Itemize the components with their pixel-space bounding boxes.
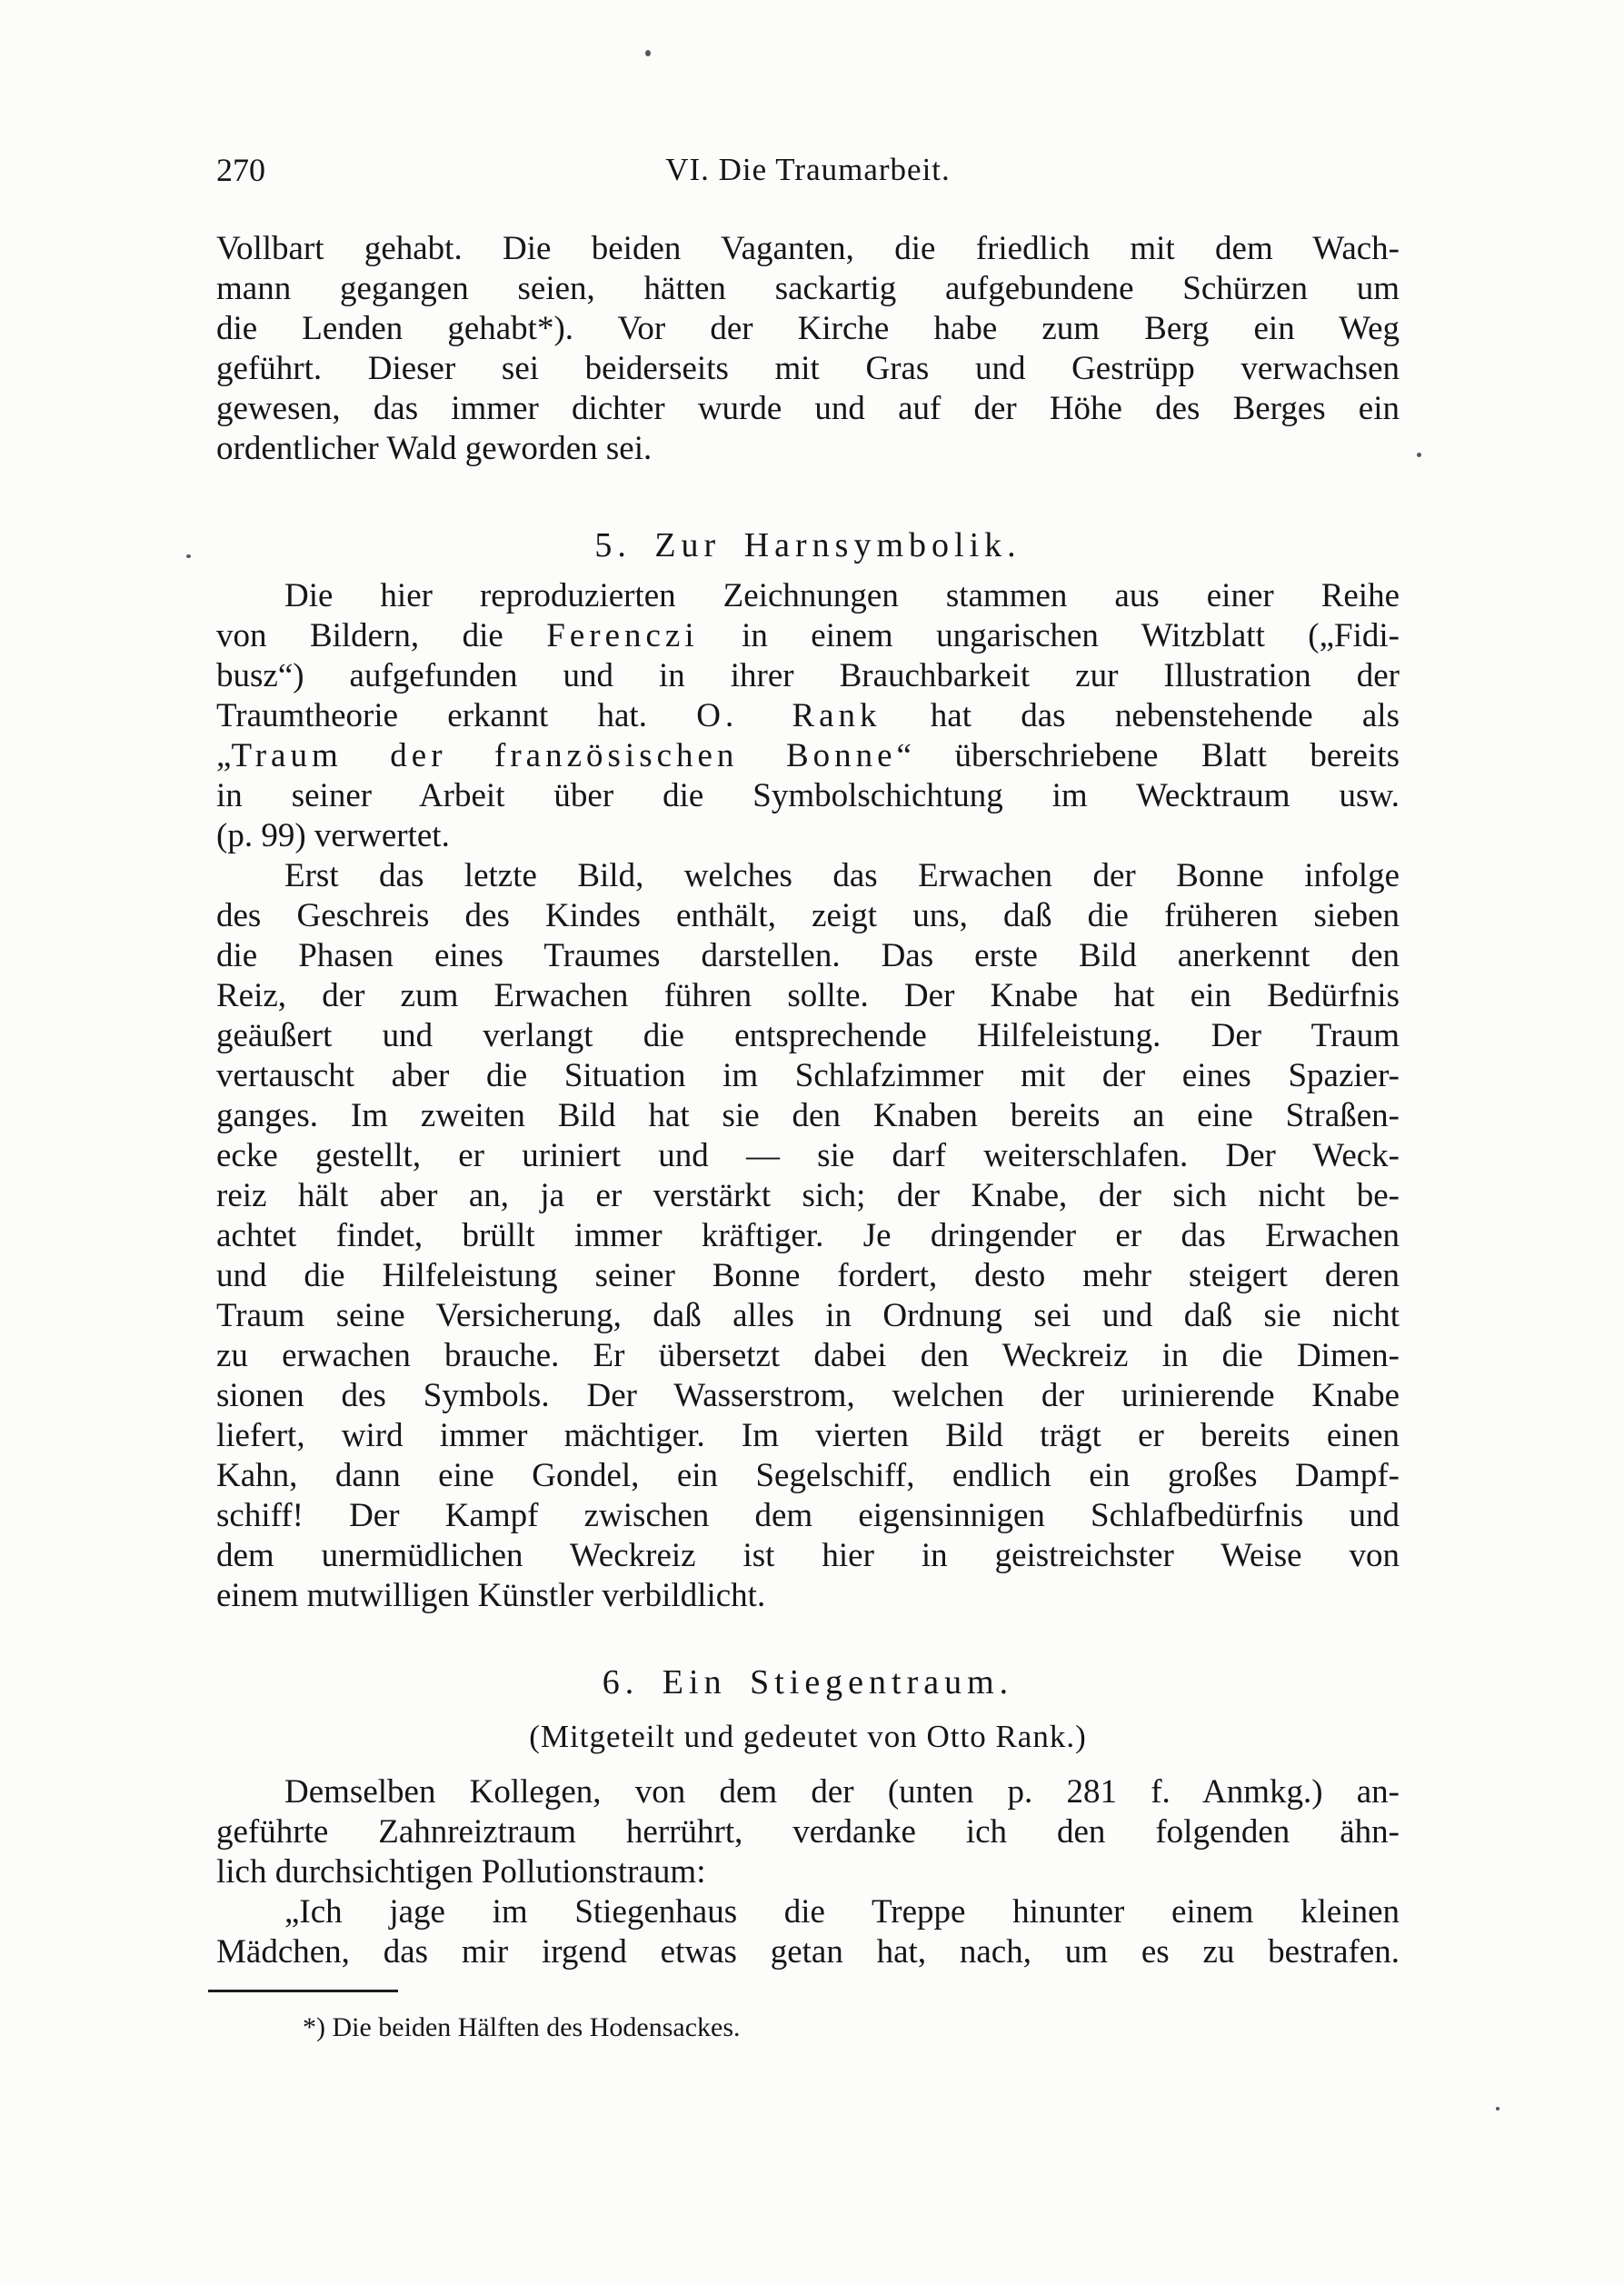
- text-segment: vertauscht aber die Situation im Schlafzimmer mit der eines Spazier-: [216, 1057, 1400, 1094]
- text-segment: geführte Zahnreiztraum herrührt, verdanke ich den folgenden ähn-: [216, 1813, 1400, 1851]
- scan-speck: [186, 554, 191, 558]
- paragraph-vollbart: [216, 229, 1400, 469]
- text-line: [216, 616, 1400, 656]
- text-line: [216, 1256, 1400, 1296]
- text-line: [216, 656, 1400, 696]
- text-line: [216, 1136, 1400, 1176]
- text-line: [216, 229, 1400, 269]
- text-segment: (p. 99) verwertet.: [216, 817, 450, 854]
- text-line: [216, 269, 1400, 309]
- text-segment: Traum seine Versicherung, daß alles in Ordnung sei und daß sie nicht: [216, 1297, 1400, 1334]
- footnote-rule: [208, 1990, 398, 1992]
- letterspaced-text: Ferenczi: [546, 617, 699, 654]
- text-line: [216, 1536, 1400, 1576]
- text-segment: Die hier reproduzierten Zeichnungen stammen aus einer Reihe: [284, 577, 1400, 614]
- text-line: [216, 1852, 1400, 1892]
- text-segment: mann gegangen seien, hätten sackartig aufgebundene Schürzen um: [216, 270, 1400, 307]
- text-line: [216, 309, 1400, 349]
- text-line: [216, 1336, 1400, 1376]
- paragraph-erst-das-letzte-bild: [216, 856, 1400, 1616]
- text-segment: busz“) aufgefunden und in ihrer Brauchbarkeit zur Illustration der: [216, 657, 1400, 694]
- text-line: [216, 856, 1400, 896]
- text-segment: die Phasen eines Traumes darstellen. Das erste Bild anerkennt den: [216, 937, 1400, 974]
- text-segment: reiz hält aber an, ja er verstärkt sich; der Knabe, der sich nicht be-: [216, 1177, 1400, 1214]
- text-line: [216, 976, 1400, 1016]
- text-segment: „: [216, 737, 232, 774]
- text-segment: ordentlicher Wald geworden sei.: [216, 430, 653, 467]
- text-segment: “ überschriebene Blatt bereits: [896, 737, 1400, 774]
- text-line: [216, 696, 1400, 736]
- text-line: [216, 776, 1400, 816]
- footnote-text: *) Die beiden Hälften des Hodensackes.: [303, 2012, 741, 2042]
- text-segment: Kahn, dann eine Gondel, ein Segelschiff, endlich ein großes Dampf-: [216, 1457, 1400, 1494]
- text-line: [216, 1496, 1400, 1536]
- text-line: [216, 1176, 1400, 1216]
- text-segment: schiff! Der Kampf zwischen dem eigensinnigen Schlafbedürfnis und: [216, 1497, 1400, 1534]
- text-segment: und die Hilfeleistung seiner Bonne fordert, desto mehr steigert deren: [216, 1257, 1400, 1294]
- text-line: [216, 1056, 1400, 1096]
- text-line: [216, 1016, 1400, 1056]
- text-segment: in seiner Arbeit über die Symbolschichtung im Wecktraum usw.: [216, 777, 1400, 814]
- scan-speck: [645, 50, 651, 56]
- text-segment: zu erwachen brauche. Er übersetzt dabei den Weckreiz in die Dimen-: [216, 1337, 1400, 1374]
- text-line: [216, 1932, 1400, 1972]
- text-line: [216, 936, 1400, 976]
- section-subheading-otto-rank: (Mitgeteilt und gedeutet von Otto Rank.): [529, 1719, 1087, 1754]
- text-segment: einem mutwilligen Künstler verbildlicht.: [216, 1577, 766, 1614]
- section-heading-harnsymbolik: 5. Zur Harnsymbolik.: [594, 526, 1021, 564]
- text-segment: liefert, wird immer mächtiger. Im vierten Bild trägt er bereits einen: [216, 1417, 1400, 1454]
- text-line: [216, 1576, 1400, 1616]
- page-number: 270: [216, 152, 265, 188]
- paragraph-zeichnungen: [216, 576, 1400, 856]
- text-line: [216, 816, 1400, 856]
- text-line: [216, 1096, 1400, 1136]
- text-line: [216, 1376, 1400, 1416]
- text-segment: Traumtheorie erkannt hat.: [216, 697, 697, 734]
- text-line: [216, 1772, 1400, 1812]
- text-line: [216, 1456, 1400, 1496]
- scan-speck: [1496, 2107, 1499, 2110]
- text-segment: geäußert und verlangt die entsprechende Hilfeleistung. Der Traum: [216, 1017, 1400, 1054]
- text-segment: des Geschreis des Kindes enthält, zeigt uns, daß die früheren sieben: [216, 897, 1400, 934]
- text-line: [216, 389, 1400, 429]
- text-line: [216, 896, 1400, 936]
- text-line: [216, 429, 1400, 469]
- running-title: VI. Die Traumarbeit.: [665, 152, 951, 187]
- text-segment: ecke gestellt, er uriniert und — sie darf weiterschlafen. Der Weck-: [216, 1137, 1400, 1174]
- text-segment: gewesen, das immer dichter wurde und auf der Höhe des Berges ein: [216, 390, 1400, 427]
- text-segment: dem unermüdlichen Weckreiz ist hier in geistreichster Weise von: [216, 1537, 1400, 1574]
- text-line: [216, 349, 1400, 389]
- text-segment: hat das nebenstehende als: [881, 697, 1400, 734]
- text-line: [216, 1416, 1400, 1456]
- section-heading-stiegentraum: 6. Ein Stiegentraum.: [602, 1663, 1014, 1701]
- text-segment: in einem ungarischen Witzblatt („Fidi-: [698, 617, 1400, 654]
- letterspaced-text: O. Rank: [696, 697, 882, 734]
- text-line: [216, 1892, 1400, 1932]
- text-segment: Vollbart gehabt. Die beiden Vaganten, die friedlich mit dem Wach-: [216, 230, 1400, 267]
- text-segment: achtet findet, brüllt immer kräftiger. Je dringender er das Erwachen: [216, 1217, 1400, 1254]
- scan-speck: [1417, 453, 1421, 457]
- paragraph-demselben-kollegen: [216, 1772, 1400, 1892]
- text-line: [216, 576, 1400, 616]
- text-segment: lich durchsichtigen Pollutionstraum:: [216, 1853, 706, 1891]
- running-head: [216, 151, 1400, 191]
- text-segment: Erst das letzte Bild, welches das Erwachen der Bonne infolge: [284, 857, 1400, 894]
- text-segment: Mädchen, das mir irgend etwas getan hat, nach, um es zu bestrafen.: [216, 1933, 1400, 1971]
- text-segment: Reiz, der zum Erwachen führen sollte. Der Knabe hat ein Bedürfnis: [216, 977, 1400, 1014]
- text-segment: sionen des Symbols. Der Wasserstrom, welchen der urinierende Knabe: [216, 1377, 1400, 1414]
- text-segment: Demselben Kollegen, von dem der (unten p. 281 f. Anmkg.) an-: [284, 1773, 1400, 1811]
- text-segment: „Ich jage im Stiegenhaus die Treppe hinunter einem kleinen: [284, 1893, 1400, 1931]
- text-line: [216, 1216, 1400, 1256]
- letterspaced-text: Traum der französischen Bonne: [231, 737, 897, 774]
- text-segment: ganges. Im zweiten Bild hat sie den Knaben bereits an eine Straßen-: [216, 1097, 1400, 1134]
- text-segment: von Bildern, die: [216, 617, 547, 654]
- text-segment: geführt. Dieser sei beiderseits mit Gras und Gestrüpp verwachsen: [216, 350, 1400, 387]
- text-line: [216, 1812, 1400, 1852]
- paragraph-ich-jage: [216, 1892, 1400, 1972]
- text-line: [216, 736, 1400, 776]
- text-segment: die Lenden gehabt*). Vor der Kirche habe zum Berg ein Weg: [216, 310, 1400, 347]
- text-line: [216, 1296, 1400, 1336]
